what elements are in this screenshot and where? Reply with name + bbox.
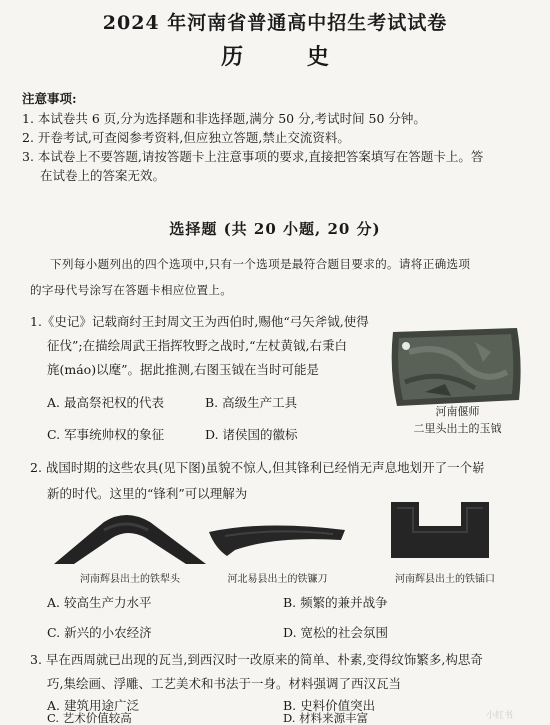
iron-plow-image (50, 508, 210, 566)
q3-stem-line-2: 巧,集绘画、浮雕、工艺美术和书法于一身。材料强调了西汉瓦当 (47, 676, 401, 691)
q2-stem-line-1: 2. 战国时期的这些农具(见下图)虽貌不惊人,但其锋利已经悄无声息地划开了一个崭 (30, 460, 485, 475)
q1-option-b: B. 高级生产工具 (205, 395, 298, 410)
section-instruction-line-2: 的字母代号涂写在答题卡相应位置上。 (30, 283, 233, 297)
note-item-2: 2. 开卷考试,可查阅参考资料,但应独立答题,禁止交流资料。 (22, 130, 350, 145)
q1-stem-line-2: 征伐”;在描绘周武王指挥牧野之战时,“左杖黄钺,右秉白 (47, 338, 347, 353)
q1-stem-line-3: 旄(máo)以麾”。据此推测,右图玉钺在当时可能是 (47, 362, 319, 377)
q2-stem-line-2: 新的时代。这里的“锋利”可以理解为 (47, 486, 248, 501)
q3-option-d: D. 材料来源丰富 (283, 711, 369, 725)
iron-spade-edge-image (385, 498, 495, 560)
q1-option-d: D. 诸侯国的徽标 (205, 427, 298, 442)
q2-option-d: D. 宽松的社会氛围 (283, 625, 389, 640)
q1-caption-line-2: 二里头出土的玉钺 (413, 422, 502, 435)
q2-caption-2: 河北易县出土的铁镰刀 (227, 574, 328, 585)
q1-option-c: C. 军事统帅权的象征 (47, 427, 165, 442)
q2-option-c: C. 新兴的小农经济 (47, 625, 152, 640)
q2-option-b: B. 频繁的兼并战争 (283, 595, 388, 610)
q3-option-c: C. 艺术价值较高 (47, 711, 132, 725)
note-item-1: 1. 本试卷共 6 页,分为选择题和非选择题,满分 50 分,考试时间 50 分钟。 (22, 111, 426, 126)
q1-option-a: A. 最高祭祀权的代表 (47, 395, 164, 410)
subject-title: 历 史 (221, 44, 357, 70)
note-item-3-cont: 在试卷上的答案无效。 (40, 168, 166, 183)
q3-option-a: A. 建筑用途广泛 (47, 698, 139, 713)
q3-stem-line-1: 3. 早在西周就已出现的瓦当,到西汉时一改原来的简单、朴素,变得纹饰繁多,构思奇 (30, 652, 483, 667)
q2-option-a: A. 较高生产力水平 (47, 595, 152, 610)
q3-option-b: B. 史料价值突出 (283, 698, 376, 713)
jade-axe-image (385, 322, 530, 412)
watermark-text: 小红书 (486, 711, 514, 721)
notes-heading: 注意事项: (22, 91, 77, 106)
q1-caption-line-1: 河南偃师 (435, 405, 480, 418)
section-instruction-line-1: 下列每小题列出的四个选项中,只有一个选项是最符合题目要求的。请将正确选项 (50, 257, 471, 271)
exam-title: 2024 年河南省普通高中招生考试试卷 (102, 12, 448, 34)
q2-caption-3: 河南辉县出土的铁锸口 (395, 574, 495, 585)
iron-sickle-image (205, 520, 350, 558)
section-title: 选择题 (共 20 小题, 20 分) (169, 220, 381, 238)
q2-caption-1: 河南辉县出土的铁犁头 (80, 574, 180, 585)
q1-stem-line-1: 1.《史记》记载商纣王封周文王为西伯时,赐他“弓矢斧钺,使得 (30, 314, 369, 329)
note-item-3: 3. 本试卷上不要答题,请按答题卡上注意事项的要求,直接把答案填写在答题卡上。答 (22, 149, 484, 164)
